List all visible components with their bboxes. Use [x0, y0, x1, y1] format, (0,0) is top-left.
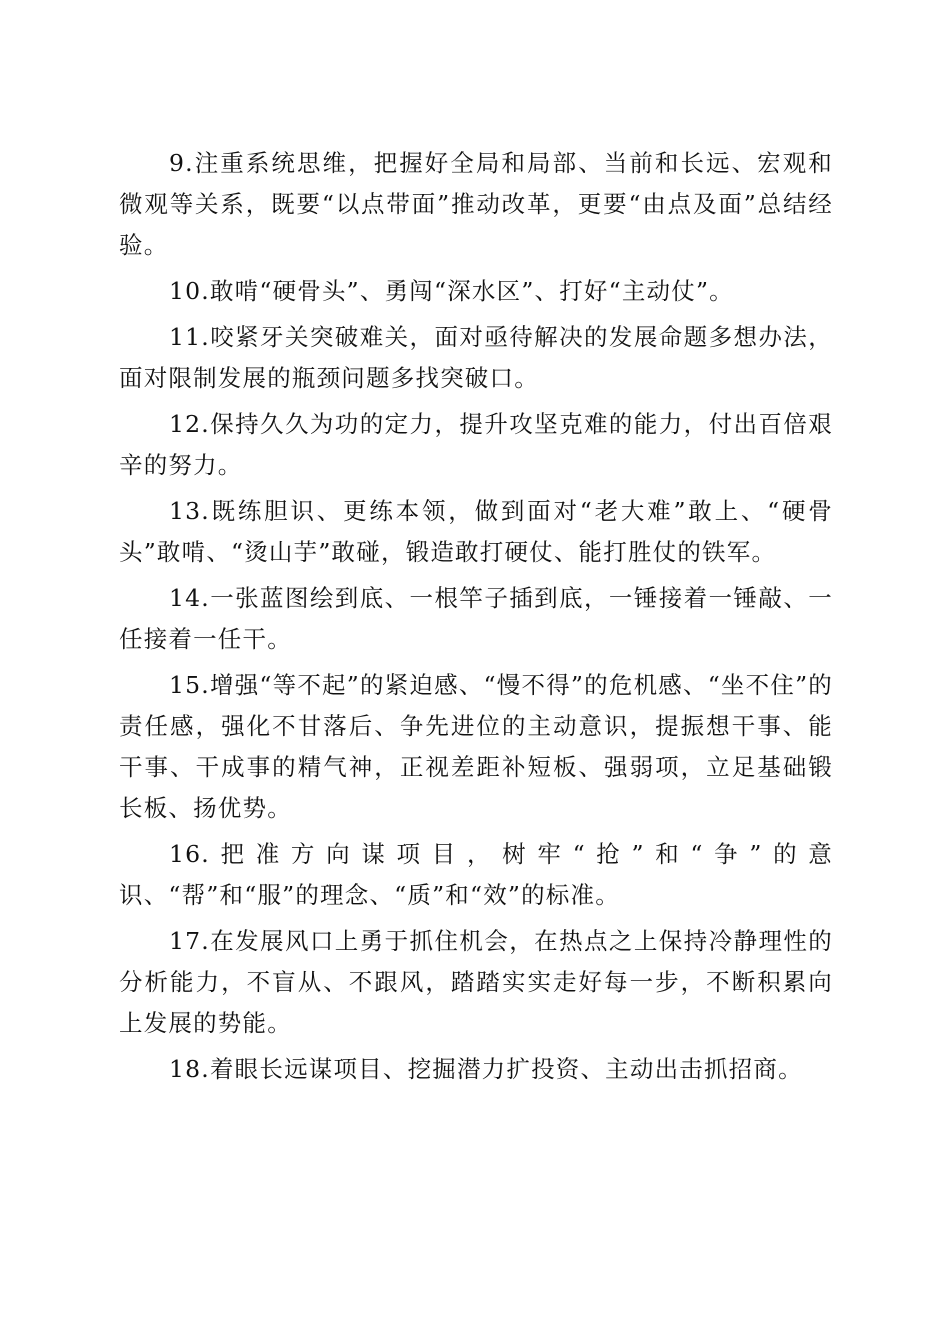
paragraph-10: 10.敢啃“硬骨头”、勇闯“深水区”、打好“主动仗”。	[169, 277, 734, 305]
paragraph-17: 17.在发展风口上勇于抓住机会，在热点之上保持冷静理性的分析能力，不盲从、不跟风，踏踏实实走好每一步，不断积累向上发展的势能。	[119, 927, 833, 1037]
paragraph-18: 18.着眼长远谋项目、挖掘潜力扩投资、主动出击抓招商。	[169, 1055, 803, 1083]
paragraph-14: 14.一张蓝图绘到底、一根竿子插到底，一锤接着一锤敲、一任接着一任干。	[119, 584, 833, 653]
paragraph-12: 12.保持久久为功的定力，提升攻坚克难的能力，付出百倍艰辛的努力。	[119, 410, 833, 479]
paragraph-13: 13.既练胆识、更练本领，做到面对“老大难”敢上、“硬骨头”敢啃、“烫山芋”敢碰，锻造敢打硬仗、能打胜仗的铁军。	[119, 497, 833, 566]
paragraph-16: 16.把准方向谋项目，树牢“抢”和“争”的意识、“帮”和“服”的理念、“质”和“效”的标准。	[119, 840, 833, 909]
paragraph-11: 11.咬紧牙关突破难关，面对亟待解决的发展命题多想办法，面对限制发展的瓶颈问题多找突破口。	[119, 323, 833, 392]
paragraph-9: 9.注重系统思维，把握好全局和局部、当前和长远、宏观和微观等关系，既要“以点带面”推动改革，更要“由点及面”总结经验。	[119, 149, 833, 259]
document-body	[119, 143, 833, 1095]
paragraph-15: 15.增强“等不起”的紧迫感、“慢不得”的危机感、“坐不住”的责任感，强化不甘落后、争先进位的主动意识，提振想干事、能干事、干成事的精气神，正视差距补短板、强弱项，立足基础锻长板、扬优势。	[119, 671, 833, 822]
